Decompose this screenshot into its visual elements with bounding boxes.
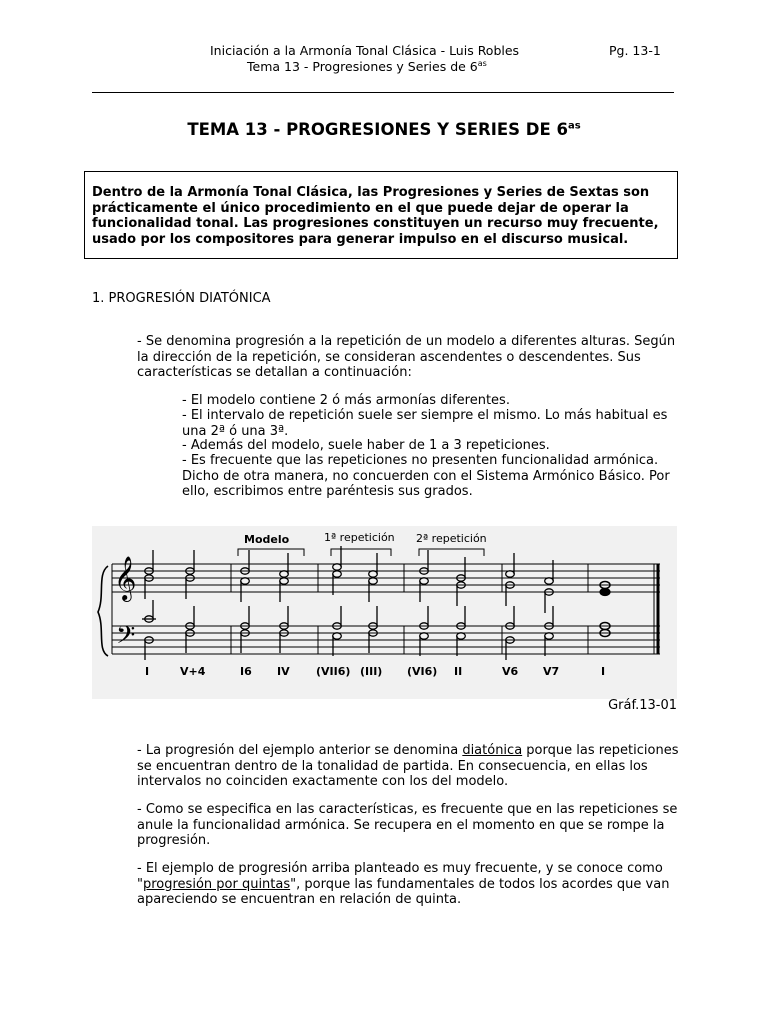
degree-label: IV [277,665,290,678]
bass-clef-icon: 𝄢 [116,621,136,656]
bullet-item: - Además del modelo, suele haber de 1 a 3 repeticiones. [182,438,550,453]
label-rep2: 2ª repetición [416,532,487,545]
header-rule [92,92,674,93]
intro-box: Dentro de la Armonía Tonal Clásica, las Progresiones y Series de Sextas son prácticamente el único procedimiento en el que puede dejar de operar la funcionalidad tonal. Las progresiones constituyen un recurso muy frecuente, usado por los compositores para generar impulso en el discurso musical. [84,171,678,259]
figure-caption: Gráf.13-01 [608,698,677,713]
final-chord-bass [600,623,610,637]
bullet-item: - Es frecuente que las repeticiones no presenten funcionalidad armónica. Dicho de otra manera, no concuerden con el Sistema Armónico Básico. Por ello, escribimos entre paréntesis sus grados. [182,453,670,499]
treble-notes [145,546,554,613]
degree-labels [145,665,605,678]
barlines [112,564,654,654]
degree-label: V+4 [180,665,206,678]
treble-clef-icon: 𝄞 [114,556,137,600]
header-book-title: Iniciación a la Armonía Tonal Clásica - Luis Robles [210,43,520,58]
bullet-item: - El intervalo de repetición suele ser siempre el mismo. Lo más habitual es una 2ª ó una 3ª. [182,408,668,439]
degree-label: (VI6) [407,665,438,678]
degree-label: I6 [240,665,252,678]
degree-label: I [601,665,606,678]
degree-label: I [145,665,150,678]
page-title: TEMA 13 - PROGRESIONES Y SERIES DE $6^{as}$ [187,120,581,139]
final-chord-treble [600,582,610,596]
section-heading: 1. PROGRESIÓN DIATÓNICA [92,291,271,306]
degree-label: V6 [502,665,519,678]
header-page-number: Pg. 13-1 [609,43,661,58]
degree-label: V7 [543,665,560,678]
degree-label: (VII6) [316,665,351,678]
bass-notes [142,600,553,660]
paragraph-funcionalidad: - Como se especifica en las características, es frecuente que en las repeticiones se anule la funcionalidad armónica. Se recupera en el momento en que se rompe la progresión. [137,802,678,848]
degree-label: (III) [360,665,383,678]
music-score-figure [92,526,677,699]
label-rep1: 1ª repetición [324,531,395,544]
paragraph-diatonica: - La progresión del ejemplo anterior se denomina diatónica porque las repeticiones se encuentran dentro de la tonalidad de partida. En consecuencia, en ellas los intervalos no coinciden exactamente con los del modelo. [137,743,679,789]
bass-staff [112,626,660,654]
grand-staff-brace [98,566,108,656]
header-chapter: Tema 13 - Progresiones y Series de $6^{as}$ [247,58,487,74]
paragraph-quintas: - El ejemplo de progresión arriba planteado es muy frecuente, y se conoce como "progresión por quintas", porque las fundamentales de todos los acordes que van apareciendo se encuentran en relación de quinta. [137,861,670,907]
music-score-svg [92,526,677,699]
bullet-item: - El modelo contiene 2 ó más armonías diferentes. [182,393,510,408]
label-modelo: Modelo [244,533,290,546]
degree-label: II [454,665,463,678]
term-diatonica: diatónica [462,743,523,758]
paragraph-definition: - Se denomina progresión a la repetición de un modelo a diferentes alturas. Según la dirección de la repetición, se consideran ascendentes o descendentes. Sus características se detallan a continuación: [137,334,676,380]
group-brackets [238,549,484,556]
term-progresion-por-quintas: progresión por quintas [142,876,291,892]
